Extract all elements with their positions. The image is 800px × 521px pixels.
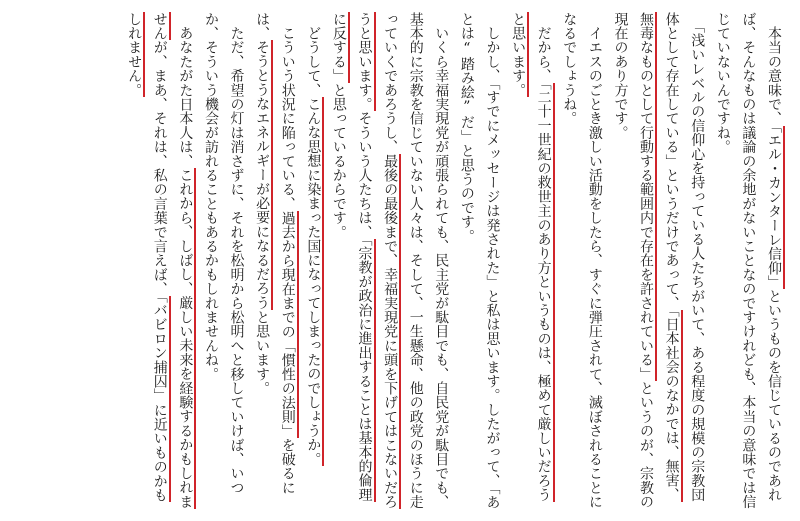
text-run: というのが、宗教の現在のあり方です。: [612, 12, 655, 510]
paragraph: [556, 12, 607, 512]
text-run: どうして、: [305, 26, 322, 98]
text-run: を破るには、: [254, 12, 296, 495]
text-run: が、まあ、それは、私の言葉で言えば、: [151, 40, 168, 297]
paragraph-indent: [433, 12, 449, 26]
paragraph: [300, 12, 326, 512]
text-run: しかし、「すでにメッセージは発された」と私は思います。したがって、「あとは“踏み絵”だ」と思うのです。: [458, 12, 501, 510]
text-run: イエスのごとき激しい活動をしたら、すぐに弾圧されて、滅ぼされることになるでしょうね。: [561, 12, 603, 510]
paragraph-indent: [689, 12, 705, 26]
text-run: だから、: [535, 26, 552, 84]
paragraph-indent: [229, 12, 245, 26]
text-run: いくら幸福実現党が頑張られても、民主党が駄目でも、自民党が駄目でも、基本的に宗教を信じていない人々は、そして、一生懸命、他の政党のほうに走っていくであろうし、: [382, 12, 450, 510]
paragraph: [607, 12, 709, 512]
paragraph-indent: [536, 12, 552, 26]
highlighted-text: これから、しばし、厳しい未来を経験するかもしれません: [152, 12, 197, 509]
paragraph-indent: [766, 12, 782, 26]
highlighted-text: 「二十一世紀の救世主のあり方というものは、極めて厳しいだろうと思います。: [510, 12, 555, 502]
highlighted-text: そうとうなエネルギーが必要になるだろう: [254, 40, 273, 310]
text-run: そういう人たちは、: [356, 111, 373, 240]
paragraph: [453, 12, 504, 512]
paragraph: [325, 12, 453, 512]
paragraph-indent: [587, 12, 603, 26]
paragraph-indent: [305, 12, 321, 26]
paragraph: [121, 12, 198, 512]
text-run: 「浅いレベルの信仰心を持っている人たちがいて、ある程度の規模の宗教団体として存在している」というだけであって、: [663, 12, 706, 503]
paragraph: [197, 12, 248, 512]
highlighted-text: こんな思想に染まった国になってしまったのでしょうか。: [305, 97, 324, 466]
vertical-body-text: [121, 12, 786, 512]
text-run: というものを信じているのであれば、そんなものは議論の余地がないことなのですけれども、本当の意味では信じていないんですね。: [714, 12, 782, 509]
text-run: こういう状況に陥っている、: [279, 26, 296, 211]
highlighted-text: に近いものかもしれません。: [126, 12, 171, 502]
paragraph: [709, 12, 786, 512]
highlighted-text: 「エル・カンターレ信仰」: [766, 126, 785, 289]
highlighted-text: 「宗教が政治に進出することは基本的倫理に反する」: [331, 12, 376, 502]
highlighted-text: 最後の最後まで、幸福実現党に頭を下げてはこないだろうと思います。: [357, 12, 402, 509]
paragraph: [249, 12, 300, 512]
text-run: 本当の意味で、: [766, 26, 782, 126]
text-run: あなたがた日本人は、: [177, 26, 194, 169]
text-run: ただ、希望の灯は消さずに、それを松明から松明へと移していけば、いつか、そういう機会が訪れることもあるかもしれませんね。: [202, 12, 245, 495]
text-run: と思っているからです。: [330, 83, 347, 240]
paragraph-indent: [280, 12, 296, 26]
paragraph-indent: [177, 12, 193, 26]
highlighted-text: 過去から現在までの「慣性の法則」: [280, 211, 299, 438]
highlighted-text: 「バビロン捕囚」: [152, 296, 171, 403]
highlighted-text: 「日本社会のなかでは、無害、無毒なものとして行動する範囲内で存在を許されている」: [638, 12, 683, 502]
paragraph: [504, 12, 555, 512]
text-run: と思います。: [254, 310, 271, 396]
paragraph-indent: [484, 12, 500, 26]
